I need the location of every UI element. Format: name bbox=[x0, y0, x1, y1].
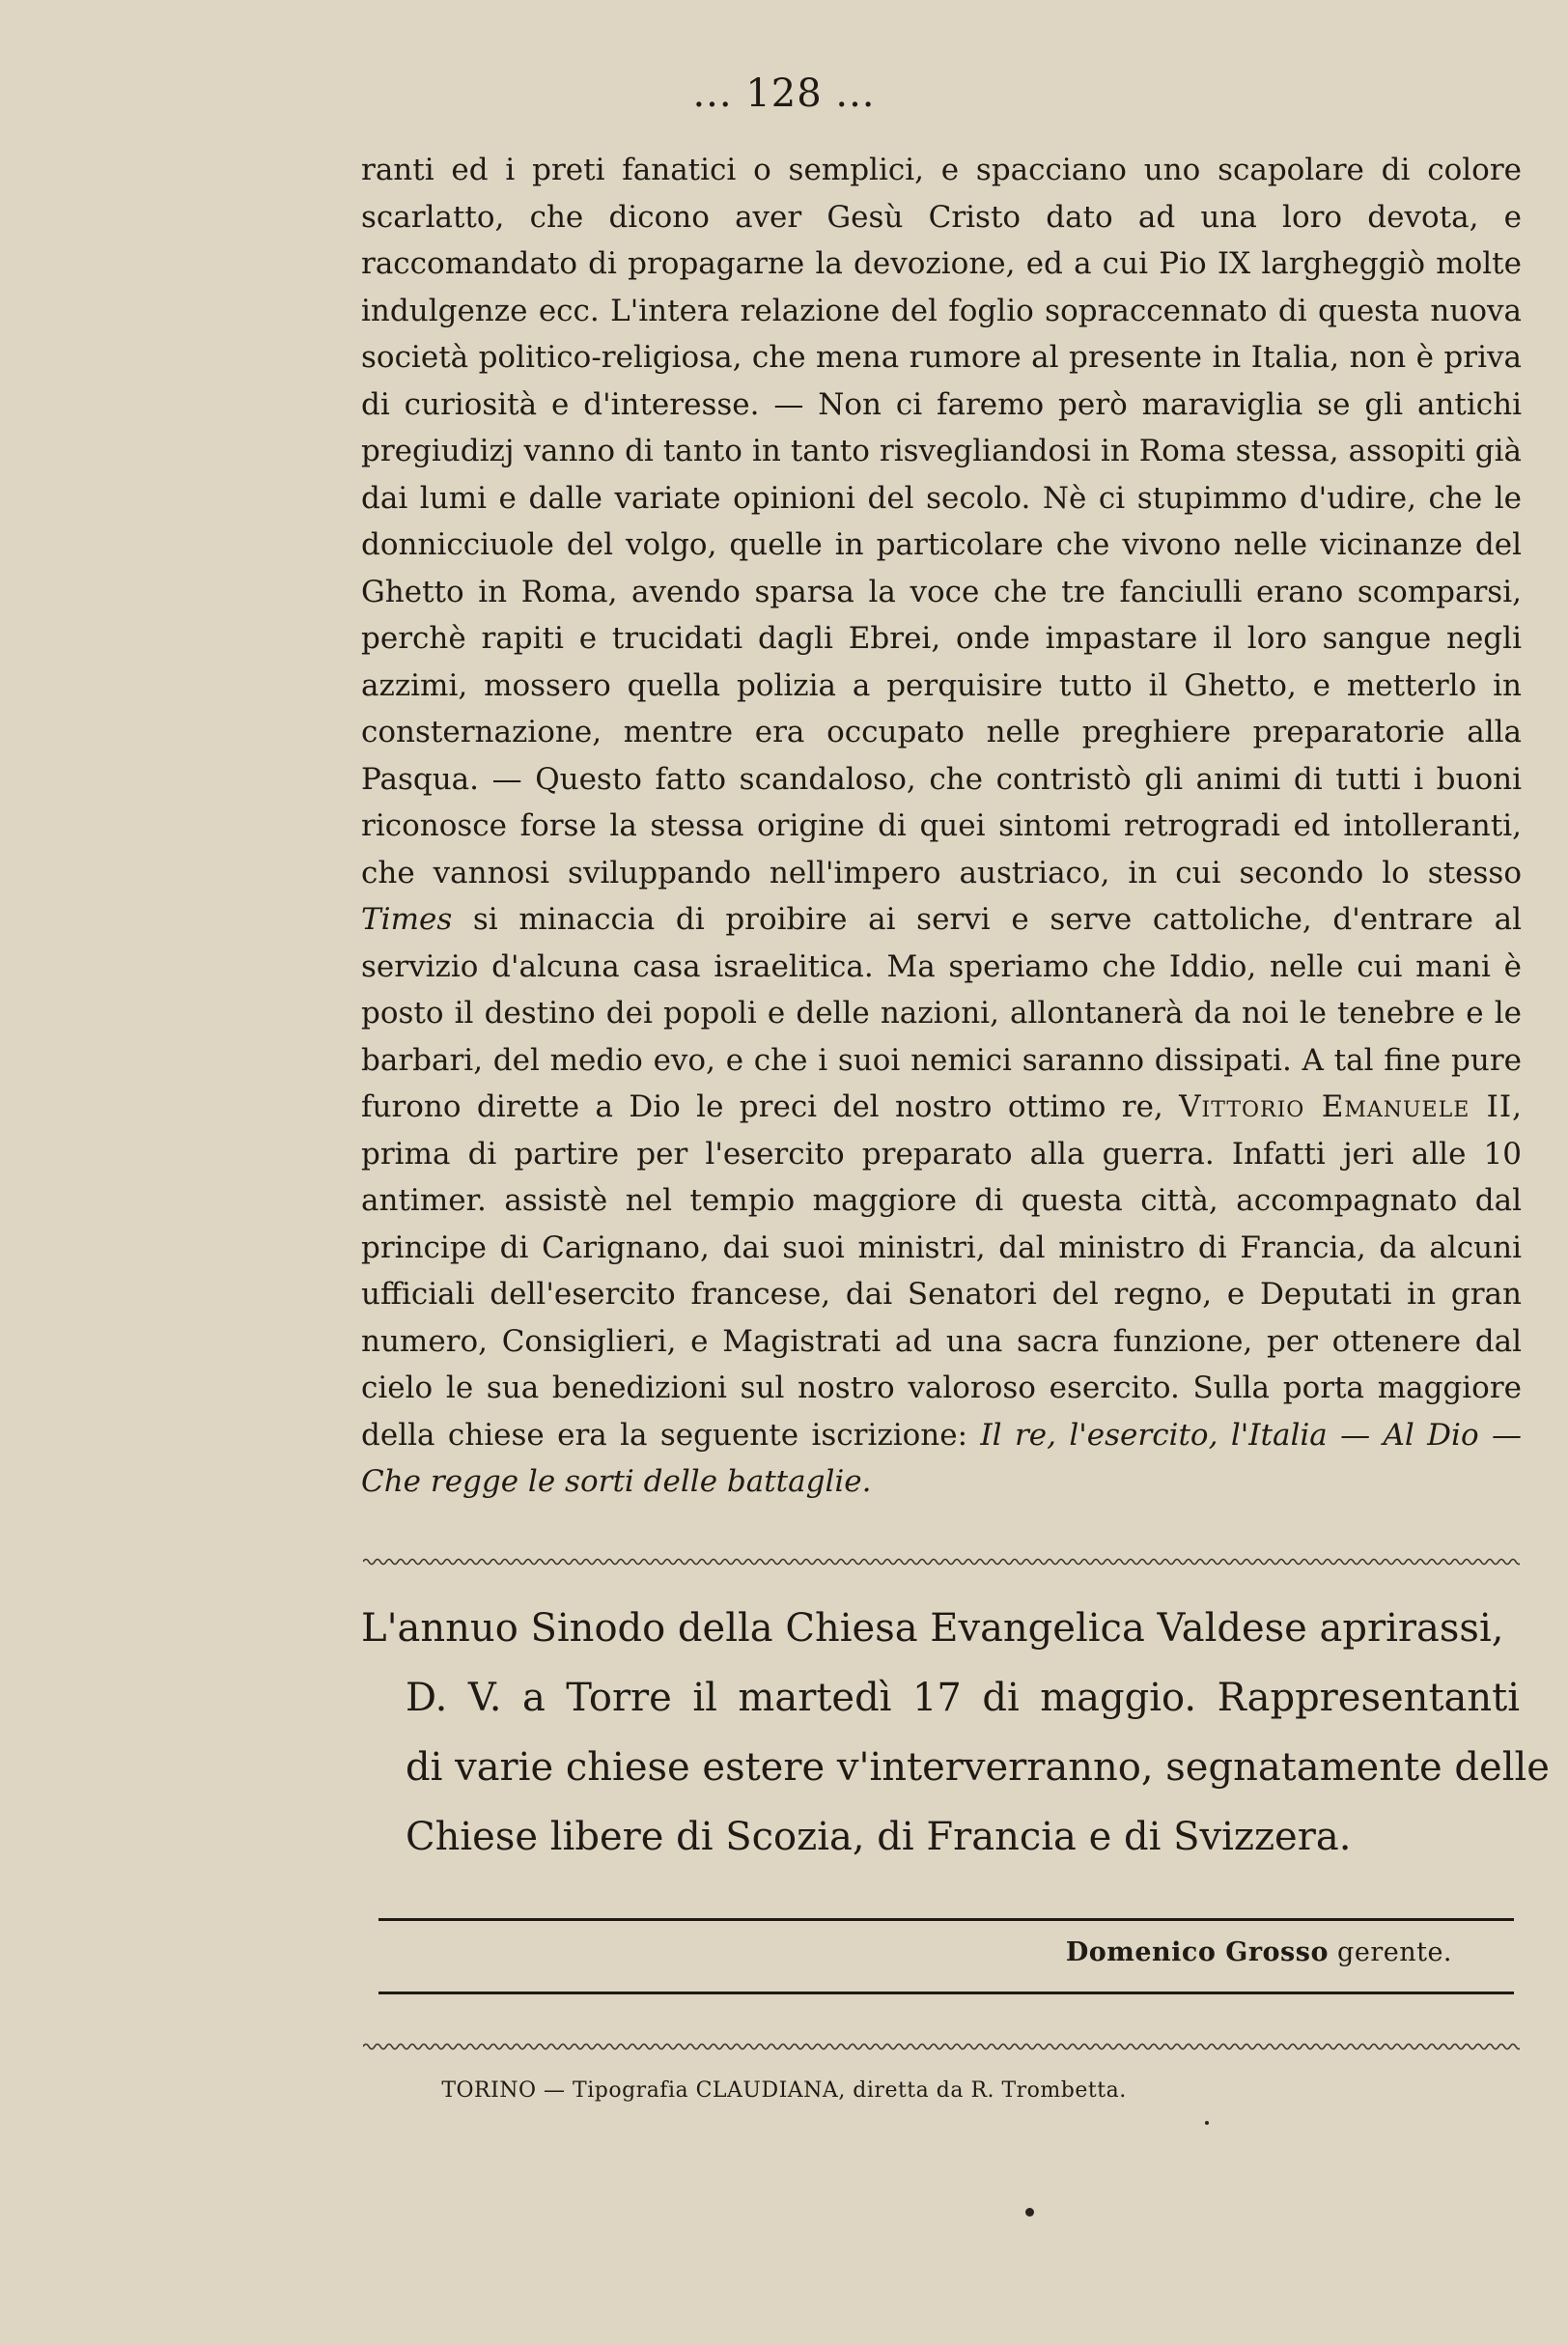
article-body bbox=[361, 147, 1522, 1506]
article-text-part2: si minaccia di proibire ai servi e serve cattoliche, d'entrare al servizio d'alcuna casa israelitica. Ma speriamo che Iddio, nelle cui mani è posto il destino dei popoli e delle nazioni, allontanerà da noi le tenebre e le barbari, del medio evo, e che i suoi nemici saranno dissipati. A tal fine pure furono dirette a Dio le preci del nostro ottimo re, bbox=[361, 902, 1522, 1124]
wavy-divider-top bbox=[363, 1555, 1520, 1568]
signature bbox=[1066, 1937, 1452, 1967]
ink-speck bbox=[1205, 2121, 1209, 2125]
notice-line-2: D. V. a Torre il martedì 17 di maggio. Rappresentanti bbox=[406, 1676, 1520, 1720]
signature-name: Domenico Grosso bbox=[1065, 1937, 1329, 1967]
article-text-part1: ranti ed i preti fanatici o semplici, e spacciano uno scapolare di colore scarlatto, che dicono aver Gesù Cristo dato ad una loro devota, e raccomandato di propagarne la devozione, ed a cui Pio IX largheggiò molte indulgenze ecc. L'intera relazione del foglio sopraccennato di questa nuova società politico-religiosa, che mena rumore al presente in Italia, non è priva di curiosità e d'interesse. — Non ci faremo però maraviglia se gli antichi pregiudizj vanno di tanto in tanto risvegliandosi in Roma stessa, assopiti già dai lumi e dalle variate opinioni del secolo. Nè ci stupimmo d'udire, che le donnicciuole del volgo, quelle in particolare che vivono nelle vicinanze del Ghetto in Roma, avendo sparsa la voce che tre fanciulli erano scomparsi, perchè rapiti e trucidati dagli Ebrei, onde impastare il loro sangue negli azzimi, mossero quella polizia a perquisire tutto il Ghetto, e metterlo in consternazione, mentre era occupato nelle preghiere preparatorie alla Pasqua. — Questo fatto scandaloso, che contristò gli animi di tutti i buoni riconosce forse la stessa origine di quei sintomi retrogradi ed intolleranti, che vannosi sviluppando nell'impero austriaco, in cui secondo lo stesso bbox=[361, 153, 1522, 890]
page-number: ... 128 ... bbox=[692, 71, 876, 116]
king-name: Vittorio Emanuele II bbox=[1179, 1089, 1513, 1124]
printer-imprint: TORINO — Tipografia CLAUDIANA, diretta da R. Trombetta. bbox=[441, 2078, 1127, 2103]
synod-notice bbox=[361, 1594, 1550, 1872]
notice-line-4: Chiese libere di Scozia, di Francia e di Svizzera. bbox=[406, 1815, 1352, 1859]
ink-speck bbox=[1025, 2208, 1034, 2217]
rule-bottom bbox=[378, 1992, 1514, 1994]
article-text-part3: , prima di partire per l'esercito preparato alla guerra. Infatti jeri alle 10 antimer. assistè nel tempio maggiore di questa città, accompagnato dal principe di Carignano, dai suoi ministri, dal ministro di Francia, da alcuni ufficiali dell'esercito francese, dai Senatori del regno, e Deputati in gran numero, Consiglieri, e Magistrati ad una sacra funzione, per ottenere dal cielo le sua benedizioni sul nostro valoroso esercito. Sulla porta maggiore della chiese era la seguente iscrizione: bbox=[361, 1089, 1522, 1453]
wavy-divider-bottom bbox=[363, 2040, 1520, 2053]
signature-role: gerente. bbox=[1328, 1937, 1452, 1967]
notice-line-1: L'annuo Sinodo della Chiesa Evangelica Valdese aprirassi, bbox=[361, 1606, 1504, 1651]
newspaper-title-times: Times bbox=[361, 902, 453, 937]
notice-line-3: di varie chiese estere v'interverranno, segnatamente delle bbox=[406, 1745, 1550, 1790]
rule-top bbox=[378, 1918, 1514, 1921]
inscription-text: Il re, l'esercito, l'Italia — Al Dio — Che regge le sorti delle battaglie. bbox=[361, 1417, 1522, 1499]
